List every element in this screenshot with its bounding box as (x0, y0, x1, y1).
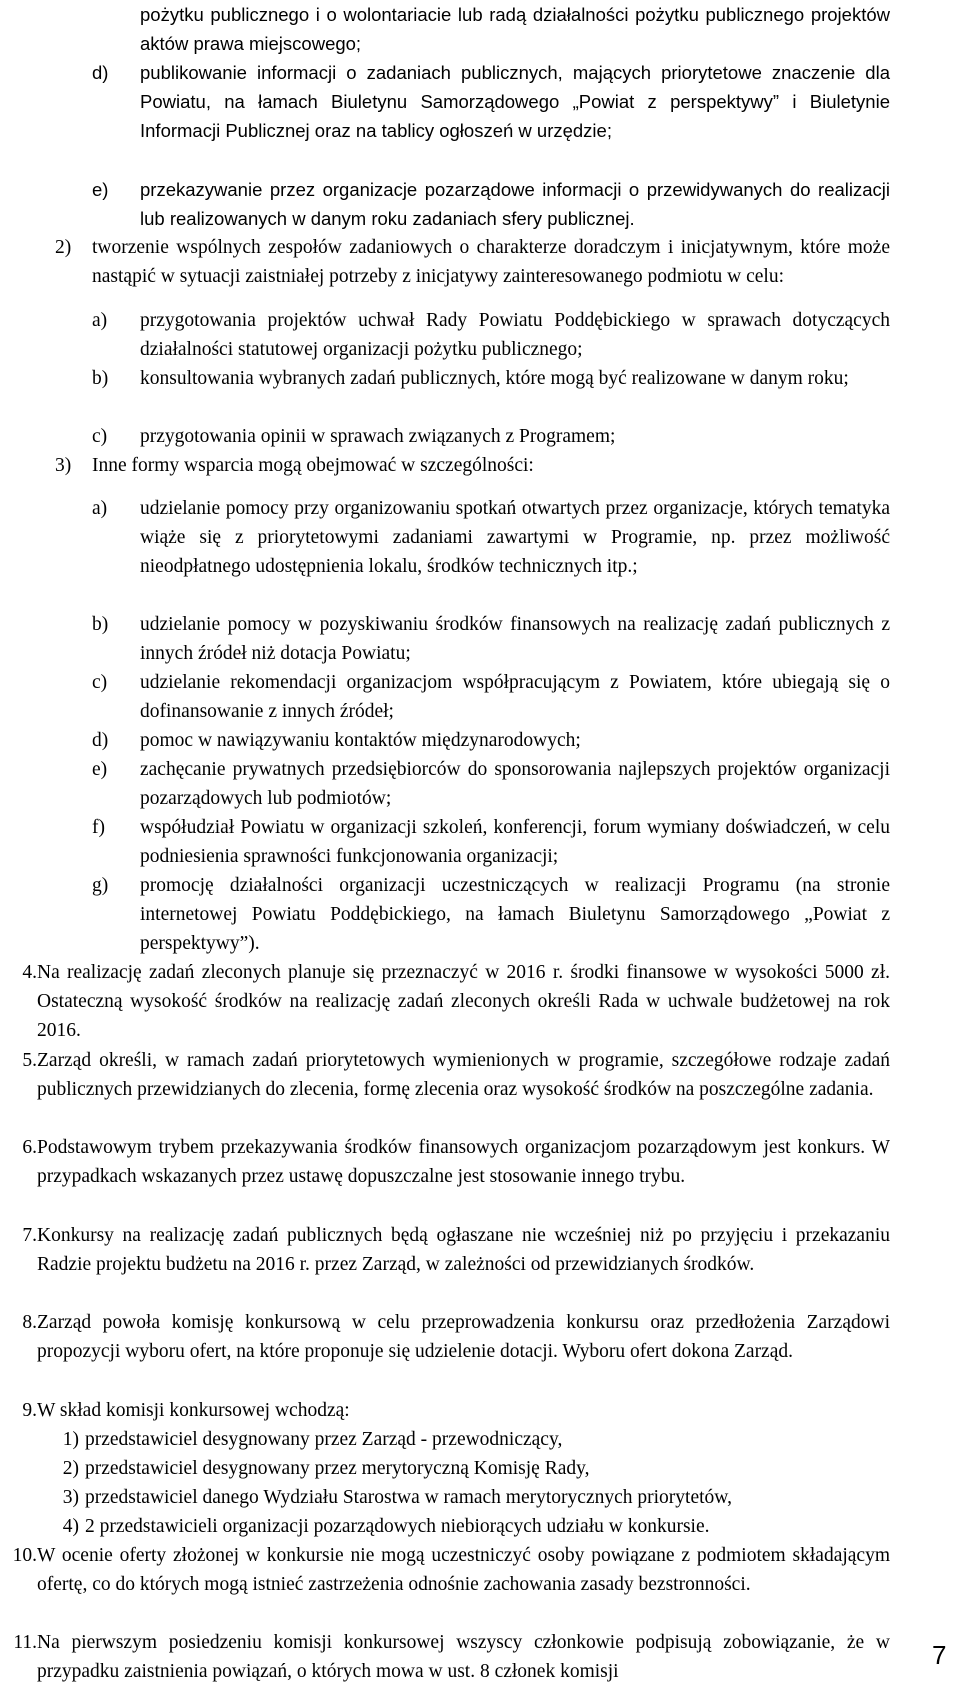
list-item (92, 306, 890, 364)
paragraph-number: 9. (22, 1400, 37, 1421)
list-marker: b) (92, 614, 109, 635)
paragraph-number: 6. (22, 1137, 37, 1158)
paragraph-number: 10. (12, 1545, 37, 1566)
list-text: konsultowania wybranych zadań publicznych, które mogą być realizowane w danym roku; (140, 368, 849, 389)
numbered-paragraph (0, 1046, 890, 1104)
list-text: przygotowania projektów uchwał Rady Powiatu Poddębickiego w sprawach dotyczących działalności statutowej organizacji pożytku publicznego; (140, 310, 890, 361)
list-text: Inne formy wsparcia mogą obejmować w szczególności: (92, 455, 534, 476)
list-text: zachęcanie prywatnych przedsiębiorców do sponsorowania najlepszych projektów organizacji pozarządowych lub podmiotów; (140, 759, 890, 810)
list-marker: 1) (62, 1429, 79, 1450)
numbered-paragraph (0, 1308, 890, 1366)
list-text: udzielanie pomocy w pozyskiwaniu środków finansowych na realizację zadań publicznych z innych źródeł niż dotacja Powiatu; (140, 614, 890, 665)
list-item (92, 871, 890, 959)
paragraph-text: Na realizację zadań zleconych planuje się przeznaczyć w 2016 r. środki finansowe w wysokości 5000 zł. Ostateczną wysokość środków na realizację zadań zleconych określi Rada w uchwale budżetowej na rok 2016. (37, 962, 890, 1042)
list-marker: a) (92, 310, 108, 331)
paragraph-text: Zarząd określi, w ramach zadań priorytetowych wymienionych w programie, szczegółowe rodzaje zadań publicznych przewidzianych do zlecenia, formę zlecenia oraz wysokość środków na poszczególne zadania. (37, 1050, 890, 1101)
list-text: udzielanie rekomendacji organizacjom współpracującym z Powiatem, które ubiegają się o dofinansowanie z innych źródeł; (140, 672, 890, 723)
list-text: współudział Powiatu w organizacji szkoleń, konferencji, forum wymiany doświadczeń, w celu podniesienia sprawności funkcjonowania organizacji; (140, 817, 890, 868)
list-item (92, 668, 890, 726)
list-item (37, 1512, 890, 1541)
list-marker (92, 0, 140, 58)
list-text: przedstawiciel desygnowany przez Zarząd - przewodniczący, (85, 1429, 563, 1450)
list-marker: 3) (62, 1487, 79, 1508)
list-item (92, 175, 890, 233)
list-text: pożytku publicznego i o wolontariacie lub radą działalności pożytku publicznego projektów aktów prawa miejscowego; (140, 4, 890, 55)
list-item (92, 755, 890, 813)
list-marker: b) (92, 368, 109, 389)
list-marker: 3) (55, 455, 72, 476)
list-marker: d) (92, 730, 109, 751)
paragraph-number: 11. (13, 1632, 37, 1653)
paragraph-text: W skład komisji konkursowej wchodzą: (37, 1400, 350, 1421)
list-marker: g) (92, 875, 109, 896)
list-item (92, 726, 890, 755)
paragraph-number: 4. (22, 962, 37, 983)
paragraph-text: Zarząd powoła komisję konkursową w celu przeprowadzenia konkursu oraz przedłożenia Zarządowi propozycji wyboru ofert, na które proponuje się udzielenie dotacji. Wyboru ofert dokona Zarząd. (37, 1312, 890, 1363)
list-item (92, 610, 890, 668)
list-item (37, 1425, 890, 1454)
list-marker: e) (92, 759, 108, 780)
numbered-paragraph (0, 958, 890, 1046)
numbered-paragraph (0, 1396, 890, 1425)
numbered-paragraph (0, 1133, 890, 1191)
list-text: publikowanie informacji o zadaniach publicznych, mających priorytetowe znaczenie dla Powiatu, na łamach Biuletynu Samorządowego „Powiat z perspektywy” i Biuletynie Informacji Publicznej oraz na tablicy ogłoszeń w urzędzie; (140, 62, 890, 142)
list-text: przekazywanie przez organizacje pozarządowe informacji o przewidywanych do realizacji lub realizowanych w danym roku zadaniach sfery publicznej. (140, 179, 890, 230)
list-item (37, 1483, 890, 1512)
numbered-paragraph (0, 1628, 890, 1686)
list-text: przygotowania opinii w sprawach związanych z Programem; (140, 426, 616, 447)
paragraph-text: Konkursy na realizację zadań publicznych będą ogłaszane nie wcześniej niż po przyjęciu i przekazaniu Radzie projektu budżetu na 2016 r. przez Zarząd, w zależności od przewidzianych środków. (37, 1225, 890, 1276)
list-marker: 2) (62, 1458, 79, 1479)
list-text: przedstawiciel danego Wydziału Starostwa w ramach merytorycznych priorytetów, (85, 1487, 732, 1508)
list-marker: 4) (62, 1516, 79, 1537)
list-text: przedstawiciel desygnowany przez merytoryczną Komisję Rady, (85, 1458, 590, 1479)
list-marker: 2) (55, 237, 72, 258)
paragraph-number: 7. (22, 1225, 37, 1246)
list-item (55, 451, 890, 480)
list-item (92, 0, 890, 58)
paragraph-number: 5. (22, 1050, 37, 1071)
list-item (92, 58, 890, 146)
list-text: udzielanie pomocy przy organizowaniu spotkań otwartych przez organizacje, których tematyka wiąże się z priorytetowymi zadaniami zawartymi w Programie, np. przez możliwość nieodpłatnego udostępnienia lokalu, środków technicznych itp.; (140, 498, 890, 578)
list-item (37, 1454, 890, 1483)
paragraph-text: Na pierwszym posiedzeniu komisji konkursowej wszyscy członkowie podpisują zobowiązanie, że w przypadku zaistnienia powiązań, o których mowa w ust. 8 członek komisji (37, 1632, 890, 1683)
list-item (92, 422, 890, 451)
list-marker: e) (92, 179, 109, 200)
list-marker: a) (92, 498, 108, 519)
list-marker: c) (92, 426, 108, 447)
list-marker: d) (92, 62, 109, 83)
list-text: promocję działalności organizacji uczestniczących w realizacji Programu (na stronie internetowej Powiatu Poddębickiego, na łamach Biuletynu Samorządowego „Powiat z perspektywy”). (140, 875, 890, 955)
paragraph-text: Podstawowym trybem przekazywania środków finansowych organizacjom pozarządowym jest konkurs. W przypadkach wskazanych przez ustawę dopuszczalne jest stosowanie innego trybu. (37, 1137, 890, 1188)
list-marker: f) (92, 817, 105, 838)
list-item (92, 494, 890, 582)
list-text: tworzenie wspólnych zespołów zadaniowych o charakterze doradczym i inicjatywnym, które może nastąpić w sytuacji zaistniałej potrzeby z inicjatywy zainteresowanego podmiotu w celu: (92, 237, 890, 288)
list-item (92, 364, 890, 393)
paragraph-number: 8. (22, 1312, 37, 1333)
list-item (92, 813, 890, 871)
list-item (55, 233, 890, 291)
numbered-paragraph (0, 1541, 890, 1599)
numbered-paragraph (0, 1221, 890, 1279)
list-marker: c) (92, 672, 108, 693)
list-text: pomoc w nawiązywaniu kontaktów międzynarodowych; (140, 730, 581, 751)
list-text: 2 przedstawicieli organizacji pozarządowych niebiorących udziału w konkursie. (85, 1516, 710, 1537)
page-number: 7 (932, 1640, 947, 1670)
paragraph-text: W ocenie oferty złożonej w konkursie nie mogą uczestniczyć osoby powiązane z podmiotem składającym ofertę, co do których mogą istnieć zastrzeżenia odnośnie zachowania zasady bezstronności. (37, 1545, 890, 1596)
